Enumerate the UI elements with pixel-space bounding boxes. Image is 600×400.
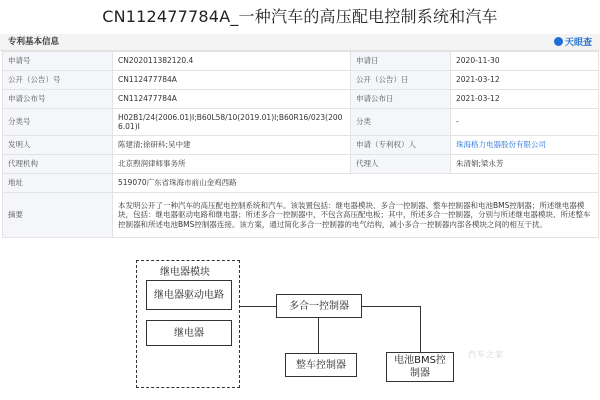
pub-date-value: 2021-03-12: [451, 71, 599, 90]
class-no-label: 分类号: [3, 109, 113, 136]
table-row: [3, 136, 599, 155]
connector-line: [318, 318, 319, 353]
applicant-label: 申请（专利权）人: [351, 136, 451, 155]
table-row: [3, 71, 599, 90]
relay-driver-box: [146, 280, 232, 310]
brand-logo[interactable]: [554, 35, 592, 48]
brand-name: 天眼查: [564, 38, 592, 48]
app-pub-no-value: CN112477784A: [113, 90, 351, 109]
agent-label: 代理人: [351, 155, 451, 174]
inventor-value: 陈建清;徐研科;吴中建: [113, 136, 351, 155]
multi-controller-box: [276, 294, 362, 318]
app-pub-date-value: 2021-03-12: [451, 90, 599, 109]
section-header: [0, 34, 600, 51]
connector-line: [362, 306, 420, 307]
relay-box: [146, 320, 232, 346]
address-label: 地址: [3, 174, 113, 193]
agent-value: 朱清娟;梁永芳: [451, 155, 599, 174]
app-pub-no-label: 申请公布号: [3, 90, 113, 109]
agency-value: 北京煦润律师事务所: [113, 155, 351, 174]
relay-module-border: [136, 260, 240, 388]
connector-line: [420, 306, 421, 352]
application-date-value: 2020-11-30: [451, 52, 599, 71]
relay-module-label: 继电器模块: [160, 267, 210, 278]
table-row: [3, 109, 599, 136]
abstract-label: 摘要: [3, 193, 113, 238]
connector-line: [240, 306, 276, 307]
multi-controller-label: 多合一控制器: [289, 300, 349, 312]
section-title: 专利基本信息: [8, 37, 60, 47]
page-title: CN112477784A_一种汽车的高压配电控制系统和汽车: [0, 0, 600, 35]
category-value: -: [451, 109, 599, 136]
abstract-value: 本发明公开了一种汽车的高压配电控制系统和汽车。该装置包括：继电器模块、多合一控制器、整车控制器和电池BMS控制器；所述继电器模块，包括：继电器驱动电路和继电器；所述多合一控制器中，不包含高压配电板；其中，所述多合一控制器，分别与所述继电器模块、所述整车控制器和所述电池BMS控制器连接。该方案，通过简化多合一控制器的电气结构，减小多合一控制器内部各模块之间的相互干扰。: [113, 193, 599, 238]
application-no-label: 申请号: [3, 52, 113, 71]
vehicle-controller-box: [285, 353, 357, 377]
class-no-value: H02B1/24(2006.01)I;B60L58/10(2019.01)I;B60R16/023(2006.01)I: [113, 109, 351, 136]
pub-no-value: CN112477784A: [113, 71, 351, 90]
relay-label: 继电器: [174, 327, 204, 339]
table-row: [3, 155, 599, 174]
table-row: [3, 52, 599, 71]
eye-logo-icon: [554, 37, 563, 46]
application-no-value: CN202011382120.4: [113, 52, 351, 71]
pub-no-label: 公开（公告）号: [3, 71, 113, 90]
application-date-label: 申请日: [351, 52, 451, 71]
applicant-link[interactable]: 珠海格力电器股份有限公司: [451, 136, 599, 155]
patent-info-table: [2, 51, 599, 238]
inventor-label: 发明人: [3, 136, 113, 155]
table-row: [3, 90, 599, 109]
app-pub-date-label: 申请公布日: [351, 90, 451, 109]
vehicle-controller-label: 整车控制器: [296, 359, 346, 371]
bms-controller-box: [386, 352, 454, 382]
relay-driver-label: 继电器驱动电路: [154, 289, 224, 301]
agency-label: 代理机构: [3, 155, 113, 174]
category-label: 分类: [351, 109, 451, 136]
address-value: 519070广东省珠海市前山金鸡西路: [113, 174, 599, 193]
bms-controller-label: 电池BMS控制器: [394, 355, 446, 379]
watermark: 汽车之家: [468, 350, 504, 359]
table-row: [3, 174, 599, 193]
pub-date-label: 公开（公告）日: [351, 71, 451, 90]
table-row: [3, 193, 599, 238]
